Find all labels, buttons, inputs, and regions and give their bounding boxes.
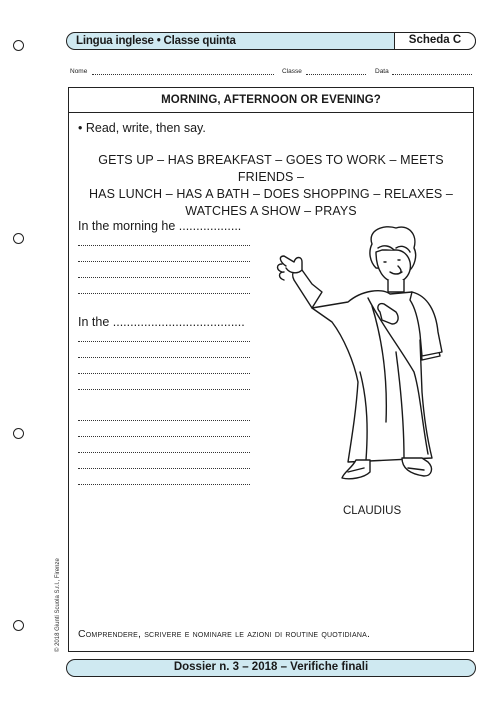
binder-hole-bottom bbox=[13, 620, 24, 631]
writing-line[interactable] bbox=[78, 420, 250, 421]
writing-line[interactable] bbox=[78, 261, 250, 262]
instruction-text: • Read, write, then say. bbox=[78, 121, 206, 135]
date-label: Data bbox=[375, 68, 389, 75]
binder-hole-lower-middle bbox=[13, 428, 24, 439]
title-divider bbox=[68, 112, 474, 113]
copyright-notice: © 2018 Giunti Scuola S.r.l., Firenze bbox=[55, 558, 61, 652]
writing-line[interactable] bbox=[78, 373, 250, 374]
class-label: Classe bbox=[282, 68, 302, 75]
word-bank-line: WATCHES A SHOW – PRAYS bbox=[185, 204, 357, 218]
writing-line[interactable] bbox=[78, 436, 250, 437]
writing-line[interactable] bbox=[78, 277, 250, 278]
writing-line[interactable] bbox=[78, 357, 250, 358]
word-bank bbox=[70, 152, 472, 220]
word-bank-line: HAS LUNCH – HAS A BATH – DOES SHOPPING – RELAXES – bbox=[89, 187, 453, 201]
learning-objective: Comprendere, scrivere e nominare le azioni di routine quotidiana. bbox=[78, 628, 371, 640]
writing-line[interactable] bbox=[78, 293, 250, 294]
binder-hole-upper-middle bbox=[13, 233, 24, 244]
sheet-tag: Scheda C bbox=[394, 32, 476, 50]
date-field[interactable] bbox=[392, 74, 472, 75]
exercise-title: MORNING, AFTERNOON OR EVENING? bbox=[161, 94, 381, 106]
figure-caption: CLAUDIUS bbox=[343, 505, 402, 517]
writing-line[interactable] bbox=[78, 389, 250, 390]
class-field[interactable] bbox=[306, 74, 366, 75]
writing-line[interactable] bbox=[78, 245, 250, 246]
claudius-illustration bbox=[272, 222, 447, 497]
subject-label: Lingua inglese • Classe quinta bbox=[76, 35, 236, 47]
writing-line[interactable] bbox=[78, 341, 250, 342]
writing-line[interactable] bbox=[78, 452, 250, 453]
binder-hole-top bbox=[13, 40, 24, 51]
writing-line[interactable] bbox=[78, 484, 250, 485]
prompt-other: In the ...................................... bbox=[78, 315, 245, 329]
writing-line[interactable] bbox=[78, 468, 250, 469]
footer-bar: Dossier n. 3 – 2018 – Verifiche finali bbox=[66, 659, 476, 677]
name-label: Nome bbox=[70, 68, 88, 75]
prompt-morning: In the morning he .................. bbox=[78, 219, 242, 233]
word-bank-line: GETS UP – HAS BREAKFAST – GOES TO WORK – MEETS FRIENDS – bbox=[98, 153, 444, 184]
name-field[interactable] bbox=[92, 74, 274, 75]
